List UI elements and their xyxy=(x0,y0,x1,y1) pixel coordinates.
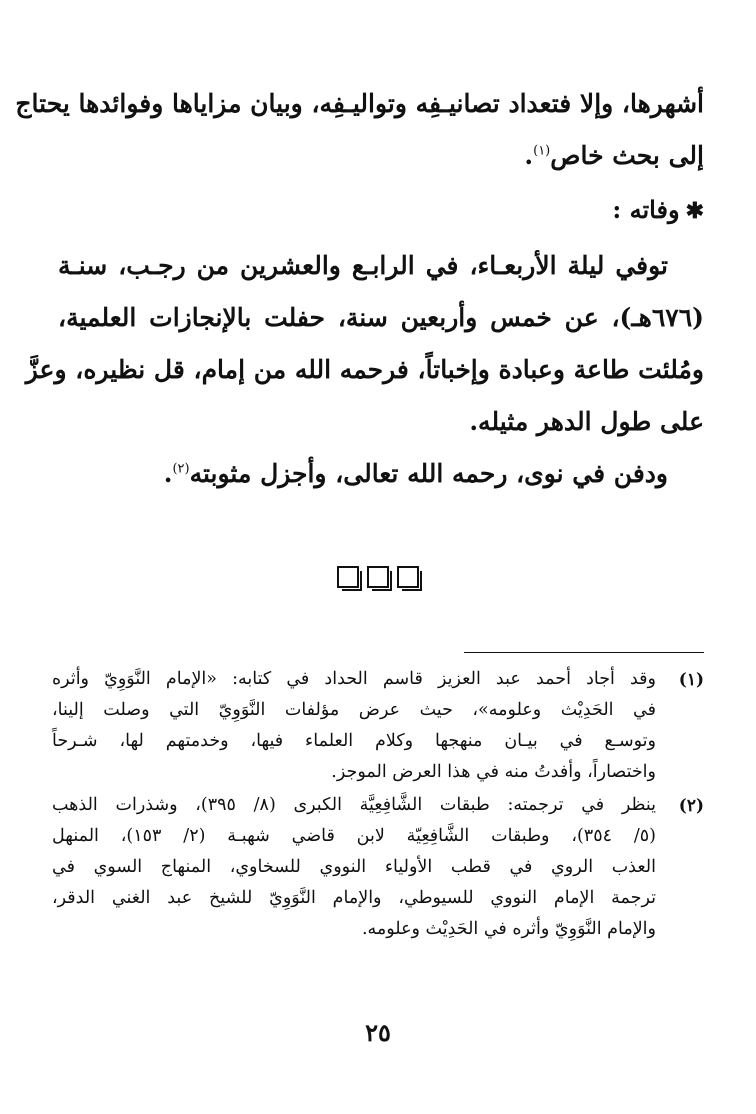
square-ornament-icon xyxy=(397,566,419,588)
footnote-number: (٢) xyxy=(678,796,704,816)
section-separator xyxy=(0,566,756,588)
footnote-ref: (١) xyxy=(533,143,551,159)
body-line: ومُلئت طاعة وعبادة وإخباتاً، فرحمه الله من إمام، قل نظيره، وعزَّ xyxy=(25,355,704,384)
body-line: أشهرها، وإلا فتعداد تصانيـفِه وتواليـفِه، وبيان مزاياها وفوائدها يحتاج xyxy=(15,89,704,118)
body-line xyxy=(58,130,704,182)
footnote-line: والإمام النَّوَوِيّ وأثره في الحَدِيْث وعلومه. xyxy=(361,919,656,939)
footnote-line: العذب الروي في قطب الأولياء النووي للسخاوي، المنهاج السوي في xyxy=(52,857,656,877)
footnote-ref: (٢) xyxy=(172,461,190,477)
footnote xyxy=(52,664,704,788)
footnote-line: (٥/ ٣٥٤)، وطبقات الشَّافِعِيّة لابن قاضي شهبـة (٢/ ١٥٣)، المنهل xyxy=(52,826,656,846)
line-end-punct: . xyxy=(163,459,173,488)
footnote-line: وقد أجاد أحمد عبد العزيز قاسم الحداد في كتابه: «الإمام النَّوَوِيّ وأثره xyxy=(52,669,656,689)
section-heading-text: وفاته : xyxy=(612,195,680,224)
square-ornament-icon xyxy=(367,566,389,588)
footnote-divider xyxy=(464,652,704,653)
footnote xyxy=(52,790,704,945)
section-heading xyxy=(58,184,704,236)
main-text xyxy=(15,78,704,500)
footnote-line: وتوسـع في بيـان منهجها وكلام العلماء فيها، وخدمتهم لها، شـرحاً xyxy=(52,731,656,751)
footnote-number: (١) xyxy=(678,670,704,690)
footnote-body xyxy=(52,664,656,788)
body-line xyxy=(58,448,704,500)
footnotes xyxy=(52,664,704,947)
asterisk-icon: ✱ xyxy=(685,198,704,224)
footnote-line: ينظر في ترجمته: طبقات الشَّافِعِيَّة الكبرى (٨/ ٣٩٥)، وشذرات الذهب xyxy=(52,795,656,815)
body-line: (٦٧٦هـ)، عن خمس وأربعين سنة، حفلت بالإنجازات العلمية، xyxy=(58,303,704,332)
body-line-text: ودفن في نوى، رحمه الله تعالى، وأجزل مثوبته xyxy=(189,459,668,488)
body-line-text: إلى بحث خاص xyxy=(550,141,704,170)
body-line: توفي ليلة الأربعـاء، في الرابـع والعشرين من رجـب، سنـة xyxy=(58,251,668,280)
square-ornament-icon xyxy=(337,566,359,588)
footnote-line: واختصاراً، وأفدتُ منه في هذا العرض الموجز. xyxy=(331,762,656,782)
footnote-line: في الحَدِيْث وعلومه»، حيث عرض مؤلفات النَّوَوِيّ التي وصلت إلينا، xyxy=(52,700,656,720)
line-end-punct: . xyxy=(524,141,534,170)
footnote-body xyxy=(52,790,656,945)
page-number: ٢٥ xyxy=(365,1018,391,1047)
footnote-line: ترجمة الإمام النووي للسيوطي، والإمام النَّوَوِيّ للشيخ عبد الغني الدقر، xyxy=(52,888,656,908)
body-line: على طول الدهر مثيله. xyxy=(469,407,704,436)
